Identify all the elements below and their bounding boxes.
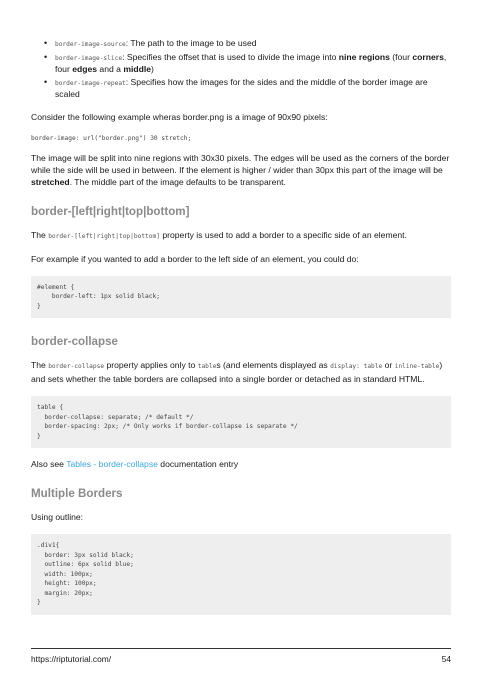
bold-text: middle — [123, 64, 152, 74]
border-sides-example-intro: For example if you wanted to add a border to the left side of an element, you could do: — [31, 253, 359, 264]
paragraph-text: s (and elements displayed as — [216, 360, 331, 370]
paragraph-text: The — [31, 229, 49, 240]
paragraph-text: documentation entry — [157, 459, 239, 469]
list-item — [55, 38, 451, 51]
section-heading-multiple-borders: Multiple Borders — [31, 487, 123, 500]
bold-text: nine regions — [338, 51, 390, 62]
border-collapse-description — [31, 359, 451, 385]
bullet-text: , four — [55, 51, 447, 74]
list-item — [55, 52, 451, 76]
inline-code: border-[left|right|top|bottom] — [48, 232, 160, 240]
footer-url-link[interactable]: https://riptutorial.com/ — [31, 654, 112, 664]
example-code: border-image: url("border.png") 30 stretch; — [31, 134, 192, 142]
paragraph-text: property applies only to — [104, 360, 198, 370]
property-list — [31, 38, 451, 101]
inline-code: table — [197, 363, 217, 370]
inline-code: border-image-repeat — [55, 79, 126, 87]
list-item — [55, 77, 451, 101]
bold-text: stretched — [31, 176, 70, 187]
using-outline-text: Using outline: — [31, 512, 84, 522]
paragraph-text: The image will be split into nine regions with 30x30 pixels. The edges will be used as the corners of the border while the side will be used in between. If the element is higher / wider than 30px this part of the image will be — [31, 152, 450, 175]
paragraph-text: or — [382, 360, 395, 370]
bullet-text: : Specifies how the images for the sides and the middle of the border image are scaled — [55, 76, 428, 99]
bullet-text: : Specifies the offset that is used to divide the image into — [122, 51, 339, 62]
page-content — [31, 38, 451, 615]
code-block: .div1{ border: 3px solid black; outline: 6px solid blue; width: 100px; height: 100px; margin: 20px; } — [31, 534, 451, 615]
code-block: table { border-collapse: separate; /* default */ border-spacing: 2px; /* Only works if border-collapse is separate */ } — [31, 396, 451, 448]
paragraph-text: property is used to add a border to a specific side of an element. — [159, 229, 407, 240]
split-paragraph — [31, 152, 451, 188]
inline-code: border-image-slice — [55, 54, 123, 62]
paragraph-text: ) and sets whether the table borders are collapsed into a single border or detached as in standard HTML. — [31, 360, 443, 384]
example-intro: Consider the following example wheras border.png is a image of 90x90 pixels: — [31, 111, 328, 122]
tables-border-collapse-link[interactable]: Tables - border-collapse — [66, 459, 158, 469]
page-footer — [31, 648, 451, 664]
paragraph-text: Also see — [31, 459, 67, 469]
inline-code: border-collapse — [48, 363, 105, 370]
section-heading-border-collapse: border-collapse — [31, 335, 118, 348]
bullet-text: ) — [151, 64, 154, 74]
bold-text: edges — [72, 64, 98, 74]
code-block: #element { border-left: 1px solid black; } — [31, 276, 451, 319]
bullet-text: (four — [389, 51, 413, 62]
paragraph-text: . The middle part of the image defaults to be transparent. — [69, 176, 286, 187]
inline-code: inline-table — [394, 363, 440, 370]
paragraph-text: The — [31, 360, 49, 370]
page-number: 54 — [441, 654, 451, 664]
inline-code: border-image-source — [55, 41, 126, 48]
bold-text: corners — [412, 51, 444, 62]
bullet-text: and a — [97, 64, 124, 74]
border-sides-description — [31, 229, 451, 243]
also-see-line — [31, 458, 451, 470]
bullet-text: : The path to the image to be used — [125, 38, 257, 48]
section-heading-border-sides: border-[left|right|top|bottom] — [31, 204, 190, 218]
inline-code: display: table — [330, 363, 383, 370]
